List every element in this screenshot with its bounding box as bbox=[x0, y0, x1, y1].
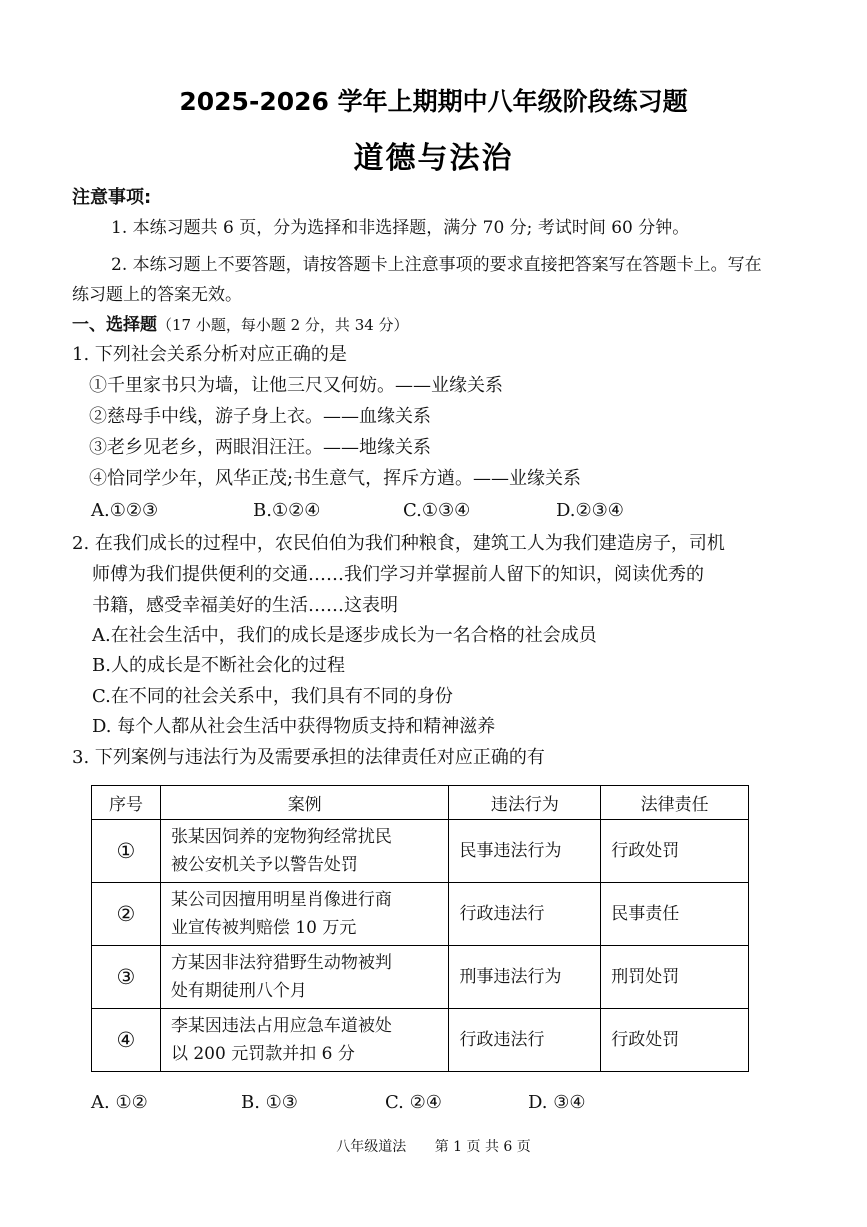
exam-title: 2025-2026 学年上期期中八年级阶段练习题 bbox=[179, 87, 688, 116]
notice-item-2-line-1: 2. 本练习题上不要答题，请按答题卡上注意事项的要求直接把答案写在答题卡上。写在 bbox=[111, 255, 762, 275]
header-case: 案例 bbox=[160, 786, 449, 820]
header-liability: 法律责任 bbox=[601, 786, 749, 820]
table-row bbox=[92, 946, 749, 1009]
page-footer bbox=[0, 1136, 867, 1156]
case-text bbox=[160, 1009, 449, 1072]
illegal-act: 行政违法行 bbox=[449, 883, 601, 946]
legal-liability: 行政处罚 bbox=[601, 1009, 749, 1072]
question-2-option-a: A.在社会生活中，我们的成长是逐步成长为一名合格的社会成员 bbox=[92, 625, 597, 646]
option-c: C.①③④ bbox=[403, 500, 471, 521]
question-2-stem-line-3: 书籍，感受幸福美好的生活……这表明 bbox=[92, 595, 398, 616]
case-line: 方某因非法狩猎野生动物被判 bbox=[170, 953, 392, 973]
subject-title: 道德与法治 bbox=[353, 141, 514, 176]
header-num: 序号 bbox=[92, 786, 161, 820]
case-text bbox=[160, 883, 449, 946]
case-line: 被公安机关予以警告处罚 bbox=[170, 855, 358, 875]
question-2-option-c: C.在不同的社会关系中，我们具有不同的身份 bbox=[92, 686, 453, 707]
option-b: B.①②④ bbox=[253, 500, 321, 521]
notice-item-2-line-2: 练习题上的答案无效。 bbox=[72, 285, 242, 305]
option-a: A.①②③ bbox=[91, 500, 159, 521]
option-c: C. ②④ bbox=[385, 1092, 442, 1113]
case-line: 张某因饲养的宠物狗经常扰民 bbox=[170, 827, 392, 847]
illegal-act: 民事违法行为 bbox=[449, 820, 601, 883]
question-1-item-2: ②慈母手中线，游子身上衣。——血缘关系 bbox=[89, 406, 431, 427]
row-number: ② bbox=[92, 883, 161, 946]
question-2-option-b: B.人的成长是不断社会化的过程 bbox=[92, 655, 345, 676]
table-row bbox=[92, 1009, 749, 1072]
table-row bbox=[92, 883, 749, 946]
header-act: 违法行为 bbox=[449, 786, 601, 820]
table-header-row bbox=[92, 786, 749, 820]
illegal-act: 行政违法行 bbox=[449, 1009, 601, 1072]
section-label: 一、选择题 bbox=[72, 315, 157, 335]
question-1-item-1: ①千里家书只为墙，让他三尺又何妨。——业缘关系 bbox=[89, 375, 503, 396]
section-note: （17 小题，每小题 2 分，共 34 分） bbox=[157, 316, 409, 334]
illegal-act: 刑事违法行为 bbox=[449, 946, 601, 1009]
case-line: 某公司因擅用明星肖像进行商 bbox=[170, 890, 392, 910]
table-row bbox=[92, 820, 749, 883]
question-2-option-d: D. 每个人都从社会生活中获得物质支持和精神滋养 bbox=[92, 716, 496, 737]
case-text bbox=[160, 820, 449, 883]
case-text bbox=[160, 946, 449, 1009]
notice-item-1: 1. 本练习题共 6 页，分为选择和非选择题，满分 70 分; 考试时间 60 分钟。 bbox=[111, 218, 690, 238]
option-d: D. ③④ bbox=[528, 1092, 586, 1113]
legal-liability: 民事责任 bbox=[601, 883, 749, 946]
notice-heading: 注意事项: bbox=[72, 187, 152, 208]
option-d: D.②③④ bbox=[556, 500, 624, 521]
question-1-stem: 1. 下列社会关系分析对应正确的是 bbox=[72, 344, 347, 365]
case-line: 业宣传被判赔偿 10 万元 bbox=[170, 918, 357, 938]
question-3-stem: 3. 下列案例与违法行为及需要承担的法律责任对应正确的有 bbox=[72, 747, 545, 768]
question-1-item-4: ④恰同学少年，风华正茂;书生意气，挥斥方遒。——业缘关系 bbox=[89, 468, 582, 489]
option-a: A. ①② bbox=[91, 1092, 148, 1113]
question-1-item-3: ③老乡见老乡，两眼泪汪汪。——地缘关系 bbox=[89, 437, 431, 458]
footer-subject: 八年级道法 bbox=[336, 1139, 407, 1155]
section-heading bbox=[72, 313, 409, 337]
legal-liability: 刑罚处罚 bbox=[601, 946, 749, 1009]
footer-page-number: 第 1 页 共 6 页 bbox=[434, 1139, 531, 1155]
case-line: 处有期徒刑八个月 bbox=[170, 981, 307, 1001]
row-number: ④ bbox=[92, 1009, 161, 1072]
case-line: 以 200 元罚款并扣 6 分 bbox=[170, 1044, 355, 1064]
question-2-stem-line-1: 2. 在我们成长的过程中，农民伯伯为我们种粮食，建筑工人为我们建造房子，司机 bbox=[72, 533, 725, 554]
legal-liability: 行政处罚 bbox=[601, 820, 749, 883]
row-number: ① bbox=[92, 820, 161, 883]
case-line: 李某因违法占用应急车道被处 bbox=[170, 1016, 392, 1036]
option-b: B. ①③ bbox=[241, 1092, 298, 1113]
question-2-stem-line-2: 师傅为我们提供便利的交通……我们学习并掌握前人留下的知识，阅读优秀的 bbox=[92, 564, 704, 585]
row-number: ③ bbox=[92, 946, 161, 1009]
case-table bbox=[91, 785, 749, 1072]
